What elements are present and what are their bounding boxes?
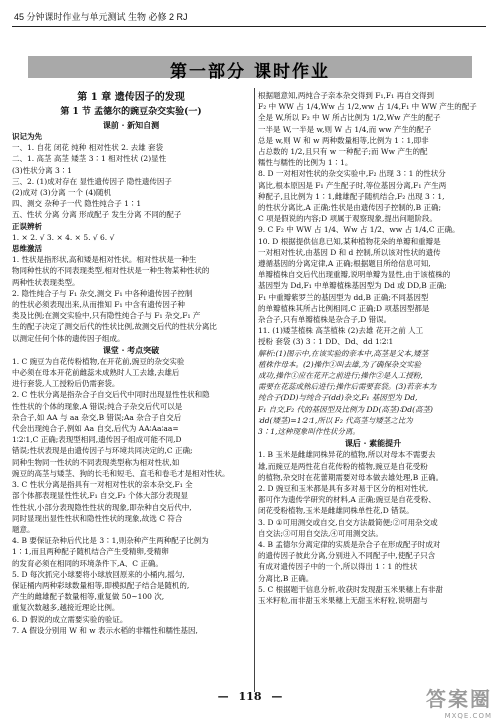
text-line: 都可作为遗传学研究的材料,A 正确;豌豆是自花受粉、: [258, 495, 436, 505]
text-line: 四、测交 杂种子一代 隐性纯合子 1∶1: [12, 199, 142, 209]
text-line: 一对相对性状,由基因 D 和 d 控制,所以该对性状的遗传: [258, 247, 441, 257]
watermark-logo: [426, 683, 492, 720]
lesson-heading-post: 课后 · 素能提升: [344, 438, 402, 449]
text-line: 遵循基因的分离定律,A 正确;根据题目所给信息可知,: [258, 259, 431, 269]
text-line: 5. D 每次抓完小球要将小球放回原来的小桶内,摇匀,: [12, 569, 185, 579]
text-line: 玉米籽粒,而非甜玉米果穗上无甜玉米籽粒,说明甜与: [258, 595, 428, 605]
text-line: 成功,操作①应在花开之前进行;操作②是人工授粉,: [258, 371, 423, 381]
text-line: 同种生物同一性状的不同表现类型称为相对性状,如: [12, 457, 180, 467]
text-line: 1. 性状是指形状,高和矮是相对性状。相对性状是一种生: [12, 255, 197, 265]
text-line: 的植物,杂交时在花蕾期需要对母本做去雄处理,B 正确。: [258, 472, 444, 482]
text-line: 一半是 W,一半是 w,则 W 占 1/4,而 ww 产生的配子: [258, 124, 432, 134]
text-line: 10. D 根据提供信息已知,某种植物花朵的单瓣和重瓣是: [258, 236, 441, 246]
text-line: F₁ 自交,F₂ 代的基因型及比例为 DD(高茎)∶Dd(高茎): [258, 404, 433, 414]
text-line: 总是 w,则 W 和 w 两种数量相等,比例为 1∶1,即非: [258, 135, 429, 145]
text-line: 种配子,且比例为 1∶1,雌雄配子随机结合,F₂ 出现 3∶1,: [258, 191, 445, 201]
section-banner: [28, 56, 472, 82]
text-line: 雄,而豌豆是两性花自花传粉的植物,豌豆是自花受粉: [258, 461, 428, 471]
watermark-text: 答案圈: [426, 687, 492, 711]
text-line: F₂ 中 WW 占 1/4,Ww 占 1/2,ww 占 1/4,F₁ 中 WW 产生的配子: [258, 102, 477, 112]
text-line: 1∶1,而且两种配子随机结合产生受精卵,受精卵: [12, 547, 169, 557]
text-line: 4. B 孟德尔分离定律的实质是杂合子在形成配子时成对: [258, 539, 441, 549]
left-column: [12, 90, 250, 636]
text-line: 代会出现纯合子,例如 Aa 自交,后代为 AA∶Aa∶aa=: [12, 424, 179, 434]
subheading-judge: 正误辨析: [12, 221, 42, 231]
text-line: 3∶1,这种现象叫作性状分离。: [258, 427, 360, 437]
text-line: 2. D 豌豆和玉米都是具有多对易于区分的相对性状,: [258, 483, 429, 493]
text-line: 7. A 假设分别用 W 和 w 表示水稻的非糯性和糯性基因,: [12, 625, 198, 635]
text-line: 离比,根本原因是 F₁ 产生配子时,等位基因分离,F₁ 产生两: [258, 180, 447, 190]
text-line: C 项是假说的内容;D 项属于观察现象,提出问题阶段。: [258, 214, 437, 224]
text-line: 6. D 假说的成立需要实验的验证。: [12, 614, 128, 624]
text-line: 的性状必须表现出来,从而推知 F₁ 中含有遗传因子种: [12, 300, 185, 310]
banner-title: 第一部分 课时作业: [170, 62, 330, 82]
text-line: 的性状分离比,A 正确;性状是由遗传因子控制的,B 正确;: [258, 203, 442, 213]
subheading-knowledge: 识记为先: [12, 132, 42, 141]
right-column: [258, 90, 488, 606]
text-line: 性性状,小部分表现隐性性状的现象,即杂种自交后代中,: [12, 502, 192, 512]
text-line: 3. D ①可用测交或自交,自交方法最简便;②可用杂交或: [258, 517, 438, 527]
text-line: 进行套袋,人工授粉后仍需套袋。: [12, 379, 120, 389]
text-line: 中必须在母本开花前雌蕊未成熟时人工去雄,去雄后: [12, 368, 180, 378]
text-line: 豌豆的高茎与矮茎、狗的长毛和短毛、直毛和卷毛才是相对性状。: [12, 468, 230, 478]
text-line: 单瓣植株自交后代出现重瓣,说明单瓣为显性,由于该植株的: [258, 270, 451, 280]
text-line: F₁ 中重瓣紫罗兰的基因型为 dd,B 正确;不同基因型: [258, 292, 429, 302]
text-line: 的发育必须在相同的环境条件下,A、C 正确。: [12, 558, 163, 568]
column-divider: [254, 88, 255, 692]
chapter-title: 第 1 章 遗传因子的发现: [77, 92, 185, 103]
text-line: 有成对遗传因子中的一个,所以得出 1∶1 的性状: [258, 562, 418, 572]
lesson-heading-pre: 课前 · 新知自测: [102, 120, 160, 130]
text-line: 错误;性状表现是由遗传因子与环境共同决定的,C 正确;: [12, 446, 193, 456]
text-line: 的单瓣植株其所占比例相同,C 正确;D 项基因型都是: [258, 303, 430, 313]
page-number-value: 118: [238, 690, 262, 703]
text-line: 11. (1)矮茎植株 高茎植株 (2)去雄 花开之前 人工: [258, 326, 424, 336]
text-line: 授粉 套袋 (3) 3∶1 DD、Dd、dd 1∶2∶1: [258, 337, 394, 347]
text-line: 根据题意知,两纯合子亲本杂交得到 F₁,F₁ 再自交得到: [258, 91, 434, 100]
text-line: 二、1. 高茎 高茎 矮茎 3∶1 相对性状 (2)显性: [12, 154, 167, 164]
text-line: 分离比,B 正确。: [258, 573, 314, 583]
text-line: 2. 隐性纯合子与 F₁ 杂交,测交 F₁ 中各种遗传因子控制: [12, 288, 193, 298]
text-line: 3. C 性状分离是指具有一对相对性状的亲本杂交,F₁ 全: [12, 480, 193, 490]
text-line: 4. B 要保证杂种后代比是 3∶1,则杂种产生两种配子比例为: [12, 536, 209, 546]
watermark-url: MXQE.COM: [444, 712, 492, 720]
subheading-think: 思维激活: [12, 244, 42, 254]
lesson-heading-class: 课堂 · 考点突破: [102, 344, 160, 355]
text-line: 保证桶内两种彩球数量相等,即模拟配子结合是随机的,: [12, 580, 190, 590]
text-line: 两种性状表现类型。: [12, 277, 80, 287]
text-line: 自交法;③可用自交法,④可用测交法。: [258, 528, 383, 538]
section-title: 第 1 节 孟德尔的豌豆杂交实验(一): [60, 107, 202, 117]
text-line: 杂合子,如 AA 与 aa 杂交,B 错误;Aa 杂合子自交后: [12, 412, 182, 422]
text-line: 解析:(1)图示中,在该实验的亲本中,高茎是父本,矮茎: [258, 348, 429, 358]
text-line: 1∶2∶1,C 正确;表现型相同,遗传因子组成可能不同,D: [12, 435, 182, 445]
text-line: 部个体都表现显性性状,F₁ 自交,F₂ 个体大部分表现显: [12, 491, 188, 501]
text-line: 性性状的个体的现象,A 错误;纯合子杂交后代可以是: [12, 401, 183, 411]
header-rule: [12, 26, 486, 27]
text-line: 占总数的 1/2,且只有 w 一种配子;而 Ww 产生的配: [258, 147, 428, 157]
text-line: 的遗传因子彼此分离,分别进入不同配子中,使配子只含: [258, 551, 436, 561]
text-line: 5. C 根据题干信息分析,收获时发现甜玉米果穗上有非甜: [258, 584, 444, 594]
text-line: 植株作母本。(2)操作①叫去雄,为了确保杂交实验: [258, 359, 422, 369]
text-line: 基因型为 Dd,F₁ 中单瓣植株基因型为 Dd 或 DD,B 正确;: [258, 281, 447, 291]
text-line: 一、1. 自花 闭花 纯种 相对性状 2. 去雄 套袋: [12, 143, 163, 153]
text-line: ∶dd(矮茎)=1∶2∶1,所以 F₂ 代高茎与矮茎之比为: [258, 415, 413, 425]
text-line: 物同种性状的不同表现类型,相对性状是一种生物某种性状的: [12, 266, 210, 276]
text-line: 同时显现出显性性状和隐性性状的现象,故选 C 符合: [12, 513, 183, 523]
text-line: 1. × 2. √ 3. × 4. × 5. √ 6. √: [12, 232, 115, 242]
text-line: 全是 W,所以 F₂ 中 W 所占比例为 1/2,Ww 产生的配子: [258, 113, 441, 123]
text-line: 三、2. (1)成对存在 显性遗传因子 隐性遗传因子: [12, 176, 172, 186]
text-line: 纯合子(DD)与纯合子(dd)杂交,F₁ 基因型为 Dd,: [258, 393, 418, 403]
text-line: 闭花受粉植物,玉米是雌雄同株单性花,D 错误。: [258, 506, 414, 516]
text-line: 产生的雌雄配子数量相等,重复做 50~100 次,: [12, 592, 165, 602]
text-line: 需要在花蕊成熟后进行;操作后需要套袋。(3)若亲本为: [258, 382, 437, 392]
text-line: 以测定任何个体的遗传因子组成。: [12, 333, 125, 343]
text-line: 题意。: [12, 524, 35, 534]
text-line: 类及比例;在测交实验中,只有隐性纯合子与 F₁ 杂交,F₁ 产: [12, 311, 201, 321]
text-line: 生的配子决定了测交后代的性状比例,故测交后代的性状分离比: [12, 322, 217, 332]
text-line: 1. B 玉米是雌雄同株异花的植物,所以对母本不需要去: [258, 450, 436, 460]
text-line: 9. C F₂ 中 WW 占 1/4、Ww 占 1/2、ww 占 1/4,C 正确。: [258, 225, 460, 235]
running-header: 45 分钟课时作业与单元测试 生物 必修 2 RJ: [14, 12, 188, 22]
page-number: — 118 —: [217, 690, 283, 703]
text-line: 2. C 性状分离是指杂合子自交后代中同时出现显性性状和隐: [12, 390, 210, 400]
text-line: (3)性状分离 3∶1: [12, 165, 73, 175]
text-line: 杂合子,只有单瓣植株是杂合子,D 错误。: [258, 315, 392, 325]
text-line: 重复次数越多,越接近理论比例。: [12, 603, 120, 613]
text-line: 糯性与糯性的比例为 1∶1。: [258, 158, 353, 168]
text-line: 8. D 一对相对性状的杂交实验中,F₂ 出现 3∶1 的性状分: [258, 169, 446, 179]
text-line: 1. C 豌豆为自花传粉植物,在开花前,豌豆的杂交实验: [12, 356, 185, 366]
text-line: (2)成对 (3)分离 一个 (4)随机: [12, 188, 112, 198]
text-line: 五、性状 分离 分离 形成配子 发生分离 不同的配子: [12, 210, 182, 220]
